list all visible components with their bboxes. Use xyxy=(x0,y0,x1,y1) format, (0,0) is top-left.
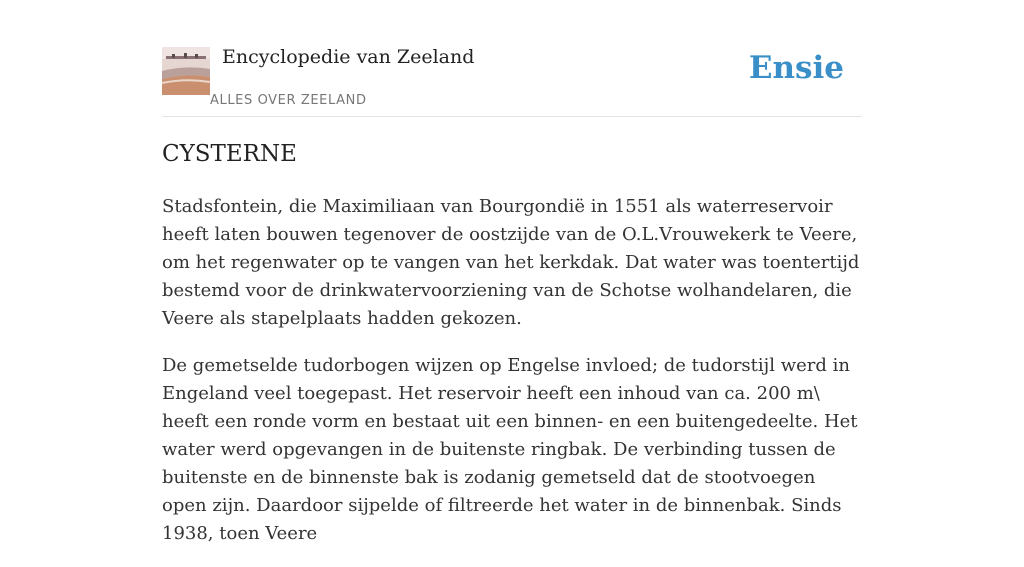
article xyxy=(162,138,862,567)
site-title[interactable]: Encyclopedie van Zeeland xyxy=(222,46,475,68)
article-title: CYSTERNE xyxy=(162,141,297,167)
article-paragraph: Stadsfontein, die Maximiliaan van Bourgondië in 1551 als waterreservoir heeft laten bouwen tegenover de oostzijde van de O.L.Vrouwekerk te Veere, om het regenwater op te vangen van het kerkdak. Dat water was toentertijd bestemd voor de drinkwatervoorziening van de Schotse wolhandelaren, die Veere als stapelplaats hadden gekozen. xyxy=(162,196,860,329)
avatar-image xyxy=(162,47,210,95)
article-paragraph: De gemetselde tudorbogen wijzen op Engelse invloed; de tudorstijl werd in Engeland veel toegepast. Het reservoir heeft een inhoud van ca. 200 m\ heeft een ronde vorm en bestaat uit een binnen- en een buitengedeelte. Het water werd opgevangen in de buitenste ringbak. De verbinding tussen de buitenste en de binnenste bak is zodanig gemetseld dat de stootvoegen open zijn. Daardoor sijpelde of filtreerde het water in de binnenbak. Sinds 1938, toen Veere xyxy=(162,355,858,544)
site-avatar[interactable] xyxy=(162,47,210,95)
site-subtitle: ALLES OVER ZEELAND xyxy=(210,93,367,108)
ensie-logo-link[interactable]: Ensie xyxy=(748,50,844,86)
site-header xyxy=(162,44,862,117)
